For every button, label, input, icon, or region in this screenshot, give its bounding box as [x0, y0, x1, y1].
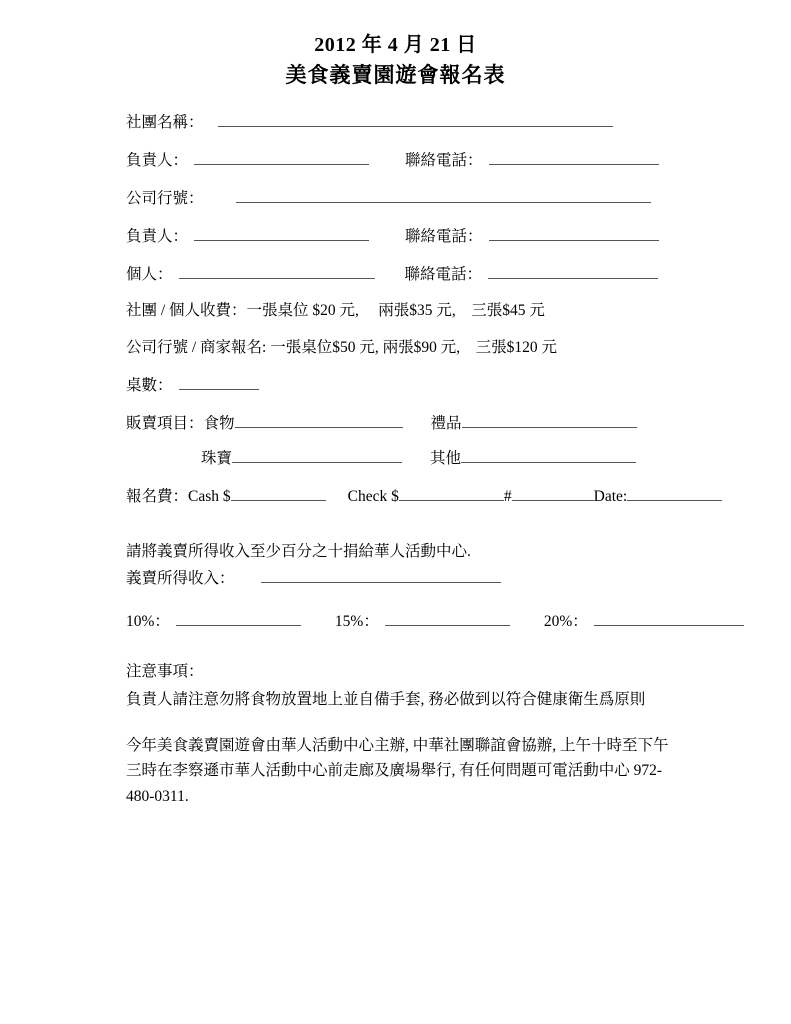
field-row-sale-items-2	[126, 449, 751, 467]
item-gift-input[interactable]	[462, 414, 637, 428]
item-other-input[interactable]	[461, 449, 636, 463]
fee-cash-input[interactable]	[231, 487, 326, 501]
field-row-company-contact	[126, 227, 751, 245]
company-contact-phone-input[interactable]	[489, 227, 659, 241]
form-body	[0, 113, 791, 808]
donation-section	[126, 544, 751, 630]
table-count-label: 桌數：	[126, 377, 173, 395]
company-name-input[interactable]	[236, 189, 651, 203]
fee-check-input[interactable]	[399, 487, 504, 501]
field-row-donation-income	[126, 569, 751, 587]
field-row-table-count	[126, 376, 751, 394]
item-jewelry-input[interactable]	[232, 449, 402, 463]
association-contact-person-input[interactable]	[194, 151, 369, 165]
association-contact-person-label: 負責人：	[126, 152, 189, 170]
fee-date-label: Date:	[593, 487, 628, 505]
sale-items-label: 販賣項目：	[126, 415, 204, 433]
association-contact-phone-label: 聯絡電話：	[405, 152, 483, 170]
field-row-donation-percentages	[126, 612, 751, 630]
closing-paragraph: 今年美食義賣園遊會由華人活動中心主辦, 中華社團聯誼會協辦, 上午十時至下午三時在李察遜市華人活動中心前走廊及廣場舉行, 有任何問題可電活動中心 972-480-0311.	[126, 737, 669, 805]
field-row-individual	[126, 265, 751, 283]
field-row-association-contact	[126, 151, 751, 169]
fee-date-input[interactable]	[627, 487, 722, 501]
document-header	[0, 0, 791, 89]
fee-number-label: #	[503, 487, 512, 505]
fee-label: 報名費：	[126, 487, 189, 505]
field-row-fee	[126, 487, 751, 505]
item-food-label: 食物	[203, 415, 235, 433]
table-count-input[interactable]	[179, 376, 259, 390]
donation-income-label: 義賣所得收入：	[126, 569, 235, 587]
donation-income-input[interactable]	[261, 569, 501, 583]
page-title: 美食義賣園遊會報名表	[285, 63, 506, 87]
item-food-input[interactable]	[235, 414, 403, 428]
donation-20-input[interactable]	[594, 612, 744, 626]
association-name-input[interactable]	[218, 113, 613, 127]
donation-10-label: 10%：	[126, 613, 170, 631]
company-contact-person-input[interactable]	[194, 227, 369, 241]
item-jewelry-label: 珠寶	[201, 449, 233, 467]
notes-section	[126, 660, 751, 712]
individual-input[interactable]	[179, 265, 375, 279]
notes-heading: 注意事項：	[126, 662, 204, 680]
fee-check-label: Check $	[347, 487, 399, 505]
company-name-label: 公司行號：	[126, 190, 204, 208]
item-gift-label: 禮品	[430, 415, 462, 433]
field-row-company-name	[126, 189, 751, 207]
individual-label: 個人：	[126, 266, 173, 284]
pricing-association-line: 社團 / 個人收費：一張桌位 $20 元, 兩張$35 元, 三張$45 元	[126, 302, 545, 320]
company-contact-person-label: 負責人：	[126, 228, 189, 246]
association-name-label: 社團名稱：	[126, 114, 204, 132]
notes-line-1: 負責人請注意勿將食物放置地上並自備手套, 務必做到以符合健康衛生爲原則	[126, 691, 646, 709]
individual-phone-input[interactable]	[488, 265, 658, 279]
donation-20-label: 20%：	[543, 613, 588, 631]
company-contact-phone-label: 聯絡電話：	[405, 228, 483, 246]
donation-15-label: 15%：	[334, 613, 379, 631]
item-other-label: 其他	[430, 449, 462, 467]
event-date-title: 2012 年 4 月 21 日	[314, 34, 477, 56]
donation-note: 請將義賣所得收入至少百分之十捐給華人活動中心.	[126, 543, 471, 561]
individual-phone-label: 聯絡電話：	[404, 266, 483, 284]
association-contact-phone-input[interactable]	[489, 151, 659, 165]
fee-cash-label: Cash $	[188, 487, 231, 505]
field-row-sale-items-1	[126, 414, 751, 432]
donation-15-input[interactable]	[385, 612, 510, 626]
fee-number-input[interactable]	[512, 487, 594, 501]
donation-10-input[interactable]	[176, 612, 301, 626]
field-row-association-name	[126, 113, 751, 131]
pricing-company-line: 公司行號 / 商家報名: 一張桌位$50 元, 兩張$90 元, 三張$120 元	[126, 338, 557, 356]
